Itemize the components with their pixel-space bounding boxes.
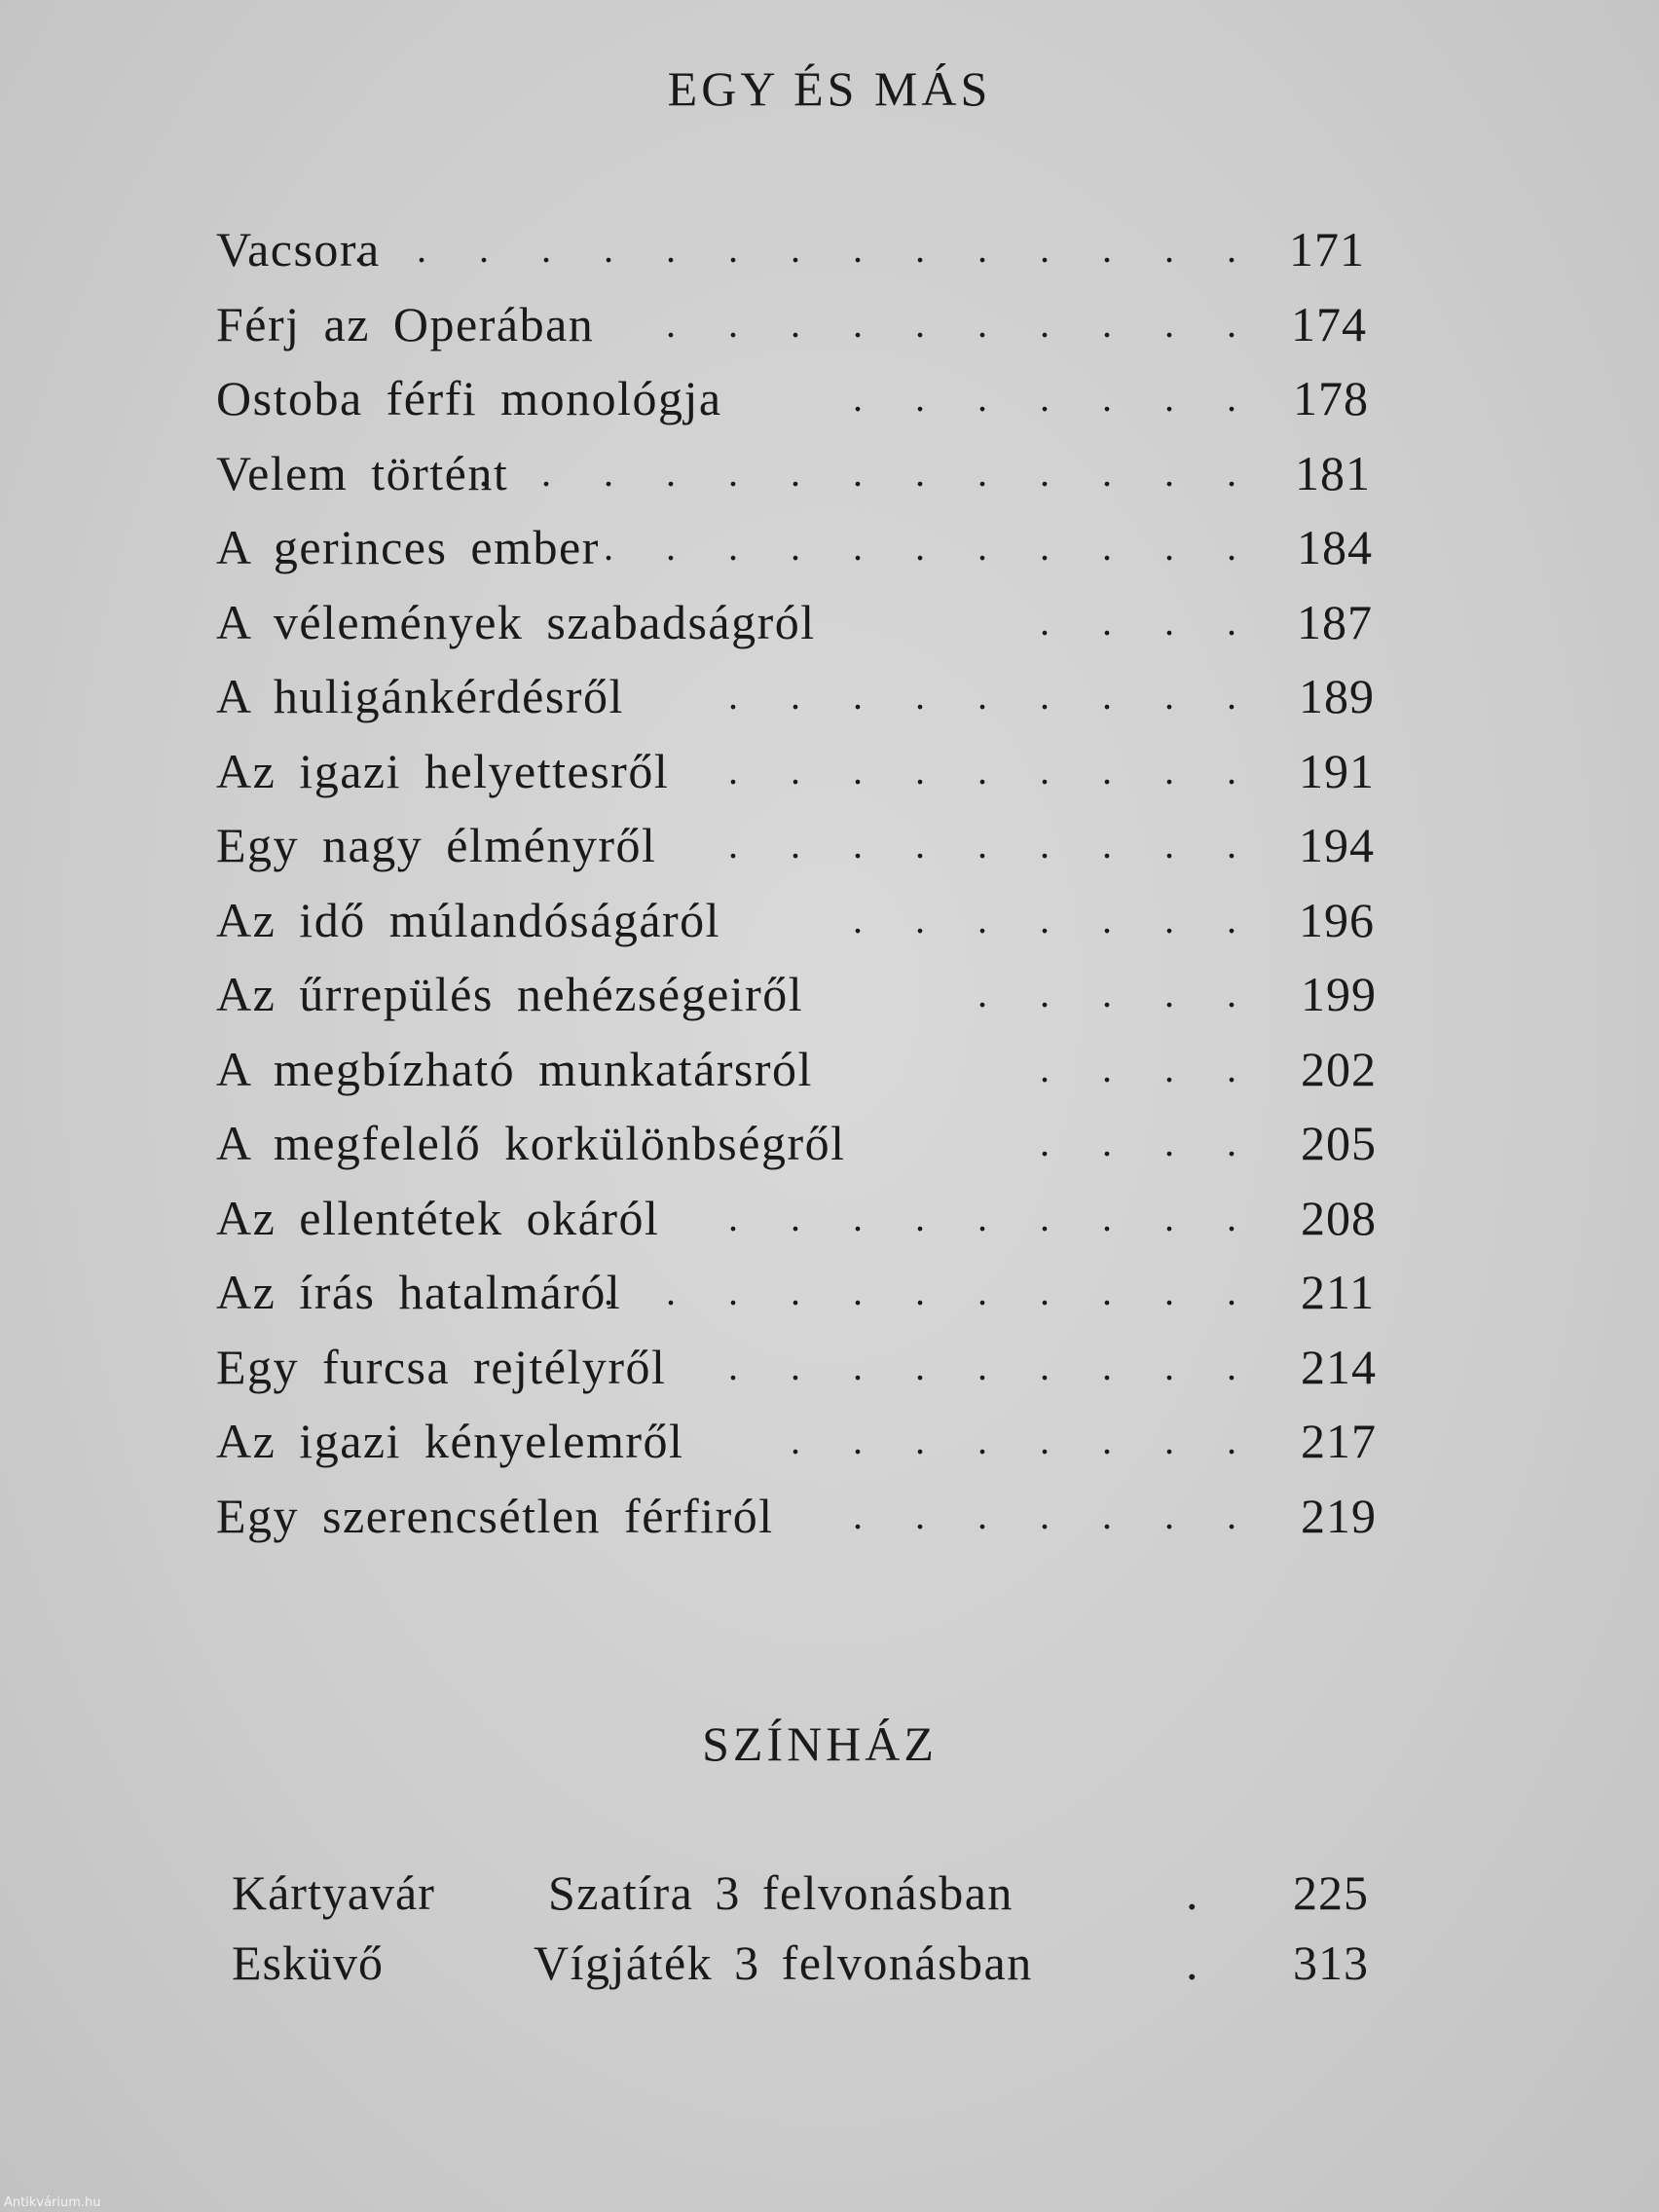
play-entry	[232, 1928, 1400, 1998]
toc-entry-title: A vélemények szabadságról	[216, 594, 816, 649]
toc-entry-title: A megfelelő korkülönbségről	[216, 1116, 846, 1170]
toc-leader-dots: . . . . . . . . . . . . .	[479, 450, 1258, 495]
toc-entry-page: 191	[1299, 743, 1375, 798]
toc-leader-dots: . . . . . . . . . . .	[604, 525, 1258, 569]
toc-entry-title: Az idő múlandóságáról	[216, 892, 721, 947]
toc-leader-dots: . . . .	[1040, 1046, 1258, 1090]
toc-leader-dots: .	[1186, 1865, 1198, 1920]
toc-entry-page: 202	[1301, 1041, 1377, 1096]
toc-entry-page: 211	[1301, 1265, 1376, 1319]
toc-entry	[216, 510, 1394, 585]
play-title: Esküvő	[232, 1936, 384, 1990]
toc-entry-page: 187	[1297, 594, 1373, 649]
toc-entry	[216, 734, 1394, 809]
toc-entry-page: 171	[1289, 222, 1365, 276]
toc-leader-dots: . . . . . . .	[853, 1493, 1258, 1537]
toc-leader-dots: . . . . . . .	[853, 376, 1258, 420]
toc-entry-title: Az űrrepülés nehézségeiről	[216, 967, 804, 1021]
toc-entry	[216, 957, 1394, 1032]
toc-leader-dots: . . . . . . . . . .	[666, 301, 1258, 346]
toc-entry-page: 174	[1291, 296, 1367, 351]
toc-leader-dots: . . . . . . . . .	[728, 1195, 1258, 1239]
toc-leader-dots: . . . . . . . .	[791, 1419, 1258, 1462]
toc-entry-page: 219	[1301, 1488, 1377, 1543]
play-page: 313	[1293, 1936, 1369, 1990]
toc-entry-title: A gerinces ember	[216, 520, 600, 574]
toc-entry-title: A megbízható munkatársról	[216, 1041, 813, 1096]
toc-entry-title: Az ellentétek okáról	[216, 1190, 660, 1245]
table-of-contents	[216, 212, 1394, 1553]
toc-leader-dots: . . . . . . .	[853, 897, 1258, 941]
toc-entry	[216, 212, 1394, 287]
toc-leader-dots: . . . . . . . . .	[728, 1344, 1258, 1388]
toc-entry-title: Egy szerencsétlen férfiról	[216, 1488, 774, 1543]
toc-entry-title: Egy furcsa rejtélyről	[216, 1339, 667, 1394]
toc-entry-page: 208	[1301, 1190, 1377, 1245]
toc-entry-page: 217	[1301, 1414, 1377, 1468]
toc-entry-title: Az írás hatalmáról	[216, 1265, 622, 1319]
toc-entry	[216, 883, 1394, 958]
toc-entry-title: A huligánkérdésről	[216, 669, 624, 723]
toc-entry-title: Ostoba férfi monológja	[216, 371, 722, 425]
toc-leader-dots: . . . .	[1040, 1121, 1258, 1164]
toc-entry-page: 205	[1301, 1116, 1377, 1170]
watermark: Antikvárium.hu	[4, 2195, 101, 2210]
toc-entry	[216, 1479, 1394, 1554]
play-genre: Vígjáték 3 felvonásban	[534, 1936, 1033, 1990]
toc-entry-page: 199	[1301, 967, 1377, 1021]
toc-entry	[216, 585, 1394, 660]
toc-leader-dots: . . . . . . . . .	[728, 748, 1258, 793]
toc-entry-page: 189	[1299, 669, 1375, 723]
toc-entry	[216, 361, 1394, 436]
toc-entry-title: Velem történt	[216, 445, 509, 500]
toc-leader-dots: . . . . . . . . .	[728, 674, 1258, 718]
toc-entry-page: 181	[1295, 445, 1371, 500]
toc-entry	[216, 808, 1394, 883]
toc-entry-title: Vacsora	[216, 222, 381, 276]
toc-leader-dots: . . . . .	[977, 972, 1258, 1015]
toc-entry-title: Egy nagy élményről	[216, 818, 657, 872]
toc-entry-title: Az igazi kényelemről	[216, 1414, 684, 1468]
toc-entry-page: 178	[1293, 371, 1369, 425]
toc-leader-dots: . . . .	[1040, 599, 1258, 644]
toc-entry	[216, 436, 1394, 511]
toc-leader-dots: .	[1186, 1936, 1198, 1990]
toc-leader-dots: . . . . . . . . . . .	[604, 1270, 1258, 1313]
toc-leader-dots: . . . . . . . . . . . . . . .	[354, 227, 1258, 271]
play-genre: Szatíra 3 felvonásban	[548, 1865, 1014, 1920]
play-page: 225	[1293, 1865, 1369, 1920]
toc-entry	[216, 1106, 1394, 1181]
toc-entry	[216, 1032, 1394, 1107]
section-title-egy-es-mas: EGY ÉS MÁS	[667, 61, 992, 116]
toc-entry	[216, 1255, 1394, 1330]
toc-entry-page: 194	[1299, 818, 1375, 872]
toc-entry	[216, 1330, 1394, 1405]
toc-entry	[216, 1404, 1394, 1479]
toc-entry-title: Az igazi helyettesről	[216, 743, 670, 798]
section-title-szinhaz: SZÍNHÁZ	[702, 1716, 938, 1771]
play-title: Kártyavár	[232, 1865, 435, 1920]
toc-entry-title: Férj az Operában	[216, 296, 595, 351]
toc-entry-page: 184	[1297, 520, 1373, 574]
toc-entry	[216, 1181, 1394, 1256]
toc-entry-page: 196	[1299, 892, 1375, 947]
toc-leader-dots: . . . . . . . . .	[728, 823, 1258, 866]
toc-entry	[216, 287, 1394, 362]
toc-entry-page: 214	[1301, 1339, 1377, 1394]
toc-entry	[216, 659, 1394, 734]
plays-list	[232, 1858, 1400, 1998]
play-entry	[232, 1858, 1400, 1928]
